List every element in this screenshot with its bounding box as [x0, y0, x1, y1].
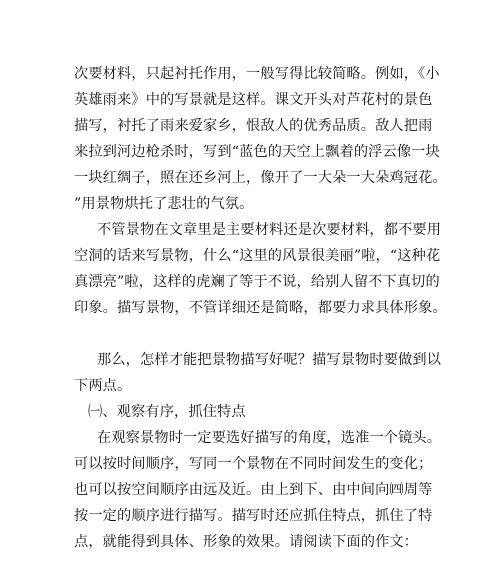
text-line: 可以按时间顺序，写同一个景物在不同时间发生的变化； — [74, 456, 433, 472]
text-line: 来拉到河边枪杀时，写到“蓝色的天空上飘着的浮云像一块 — [74, 144, 440, 160]
text-line: 按一定的顺序进行描写。描写时还应抓住特点，抓住了特 — [74, 508, 433, 524]
text-line: 一块红绸子，照在还乡河上，像开了一大朵一大朵鸡冠花。 — [74, 170, 447, 186]
text-line: 下两点。 — [74, 378, 132, 394]
text-line: 印象。描写景物，不管详细还是简略，都要力求具体形象。 — [74, 300, 447, 316]
text-line: 真漂亮”啦，这样的虎斓了等于不说，给别人留不下真切的 — [74, 274, 440, 290]
text-line: ”用景物烘托了悲壮的气氛。 — [74, 196, 254, 212]
section-heading: ㈠、观察有序，抓住特点 — [88, 404, 246, 420]
text-line: 英雄雨来》中的写景就是这样。课文开头对芦花村的景色 — [74, 92, 433, 108]
text-line: 在观察景物时一定要选好描写的角度，选准一个镜头。 — [97, 430, 442, 446]
text-line: 点，就能得到具体、形象的效果。请阅读下面的作文： — [74, 534, 419, 550]
text-line: 那么，怎样才能把景物描写好呢？描写景物时要做到以 — [97, 352, 442, 368]
text-line: 次要材料，只起衬托作用，一般写得比较简略。例如，《小 — [74, 66, 440, 82]
text-line: 也可以按空间顺序由远及近。由上到下、由中间向㈣周等 — [74, 482, 433, 498]
text-line: 描写，衬托了雨来爱家乡，恨敌人的优秀品质。敌人把雨 — [74, 118, 433, 134]
text-line: 空洞的话来写景物，什么“这里的风景很美丽”啦，“这种花 — [74, 248, 441, 264]
cropped-text-fragment — [88, 560, 148, 565]
text-line: 不管景物在文章里是主要材料还是次要材料，都不要用 — [97, 222, 442, 238]
